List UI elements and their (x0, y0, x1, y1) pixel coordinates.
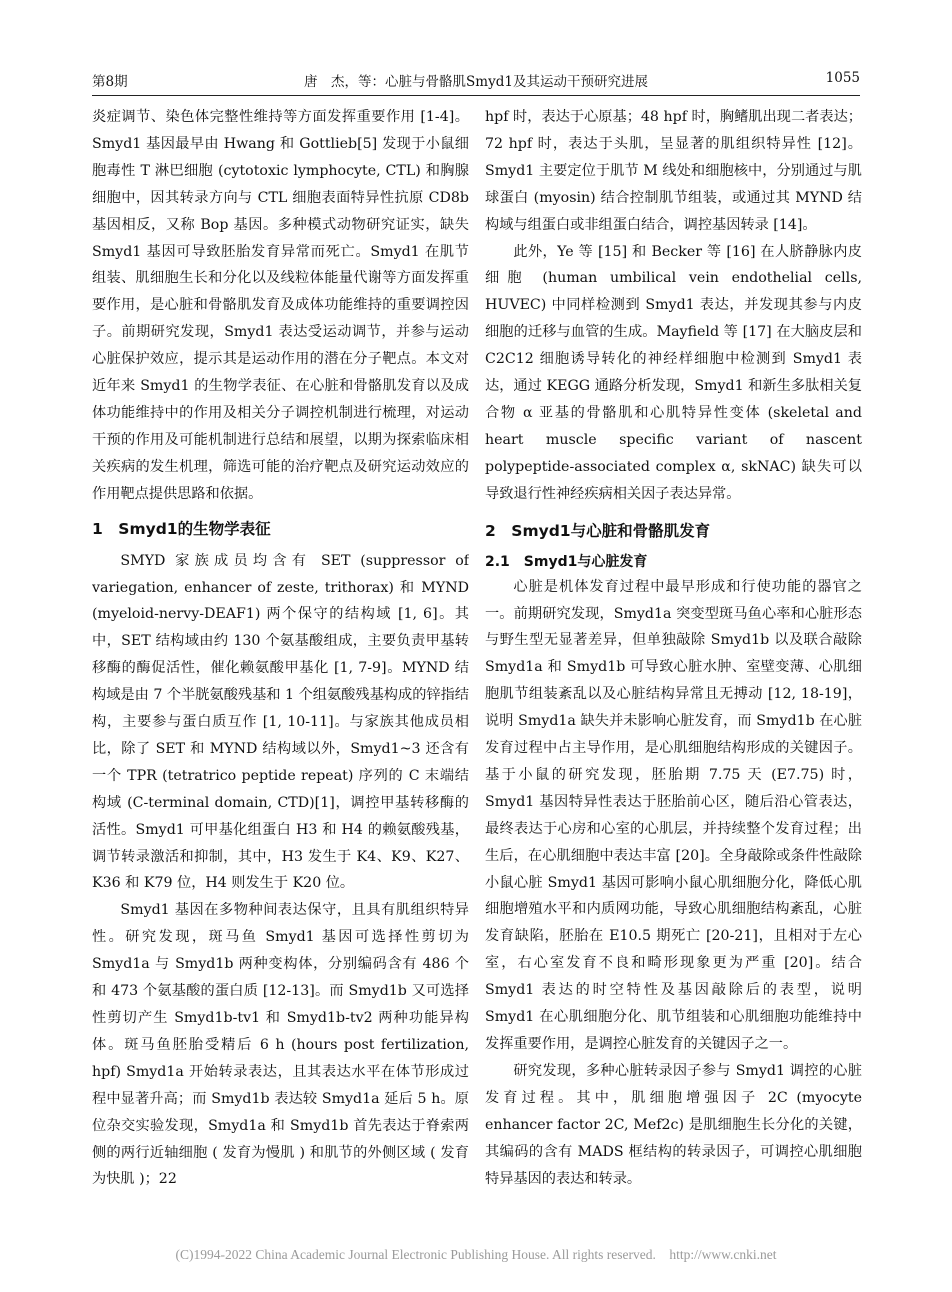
paragraph: 炎症调节、染色体完整性维持等方面发挥重要作用 [1-4]。Smyd1 基因最早由 Hwang 和 Gottlieb[5] 发现于小鼠细胞毒性 T 淋巴细胞 (cytotoxic lymphocyte, CTL) 和胸腺细胞中，因其转录方向与 CTL 细胞表面特异性抗原 CD8b 基因相反，又称 Bop 基因。多种模式动物研究证实，缺失 Smyd1 基因可导致胚胎发育异常而死亡。Smyd1 在肌节组装、肌细胞生长和分化以及线粒体能量代谢等方面发挥重要作用，是心脏和骨骼肌发育及成体功能维持的重要调控因子。前期研究发现，Smyd1 表达受运动调节，并参与运动心脏保护效应，提示其是运动作用的潜在分子靶点。本文对近年来 Smyd1 的生物学表征、在心脏和骨骼肌发育以及成体功能维持中的作用及相关分子调控机制进行梳理，对运动干预的作用及可能机制进行总结和展望，以期为探索临床相关疾病的发生机理，筛选可能的治疗靶点及研究运动效应的作用靶点提供思路和依据。 (92, 109, 469, 502)
left-column (92, 104, 469, 1219)
paragraph: 研究发现，多种心脏转录因子参与 Smyd1 调控的心脏发育过程。其中，肌细胞增强因子 2C (myocyte enhancer factor 2C, Mef2c) 是肌细胞生长分化的关键，其编码的含有 MADS 框结构的转录因子，可调控心肌细胞特异基因的表达和转录。 (485, 1062, 862, 1187)
copyright-footer: (C)1994-2022 China Academic Journal Electronic Publishing House. All rights reserved. http://www.cnki.net (175, 1247, 777, 1262)
paragraph: hpf 时，表达于心原基；48 hpf 时，胸鳍肌出现二者表达；72 hpf 时，表达于头肌，呈显著的肌组织特异性 [12]。Smyd1 主要定位于肌节 M 线处和细胞核中，分别通过与肌球蛋白 (myosin) 结合控制肌节组装，或通过其 MYND 结构域与组蛋白或非组蛋白结合，调控基因转录 [14]。 (485, 109, 862, 233)
running-header (92, 70, 860, 94)
page-number: 1055 (825, 70, 860, 86)
paragraph: 此外，Ye 等 [15] 和 Becker 等 [16] 在人脐静脉内皮细胞 (human umbilical vein endothelial cells, HUVEC) 中同样检测到 Smyd1 表达，并发现其参与内皮细胞的迁移与血管的生成。Mayfield 等 [17] 在大脑皮层和 C2C12 细胞诱导转化的神经样细胞中检测到 Smyd1 表达，通过 KEGG 通路分析发现，Smyd1 和新生多肽相关复合物 α 亚基的骨骼肌和心肌特异性变体 (skeletal and heart muscle specific variant of nascent polypeptide-associated complex α, skNAC) 缺失可以导致退行性神经疾病相关因子表达异常。 (485, 243, 862, 502)
section-heading-1: 1 Smyd1的生物学表征 (92, 519, 271, 538)
paragraph: SMYD 家族成员均含有 SET (suppressor of variegation, enhancer of zeste, trithorax) 和 MYND (myeloid-nervy-DEAF1) 两个保守的结构域 [1, 6]。其中，SET 结构域由约 130 个氨基酸组成，主要负责甲基转移酶的酶促活性，催化赖氨酸甲基化 [1, 7-9]。MYND 结构域是由 7 个半胱氨酸残基和 1 个组氨酸残基构成的锌指结构，主要参与蛋白质互作 [1, 10-11]。与家族其他成员相比，除了 SET 和 MYND 结构域以外，Smyd1~3 还含有一个 TPR (tetratrico peptide repeat) 序列的 C 末端结构域 (C-terminal domain, CTD)[1]，调控甲基转移酶的活性。Smyd1 可甲基化组蛋白 H3 和 H4 的赖氨酸残基，调节转录激活和抑制，其中，H3 发生于 K4、K9、K27、K36 和 K79 位，H4 则发生于 K20 位。 (92, 552, 469, 892)
paragraph: Smyd1 基因在多物种间表达保守，且具有肌组织特异性。研究发现，斑马鱼 Smyd1 基因可选择性剪切为 Smyd1a 与 Smyd1b 两种变构体，分别编码含有 486 个和 473 个氨基酸的蛋白质 [12-13]。而 Smyd1b 又可选择性剪切产生 Smyd1b-tv1 和 Smyd1b-tv2 两种功能异构体。斑马鱼胚胎受精后 6 h (hours post fertilization, hpf) Smyd1a 开始转录表达，且其表达水平在体节形成过程中显著升高；而 Smyd1b 表达较 Smyd1a 延后 5 h。原位杂交实验发现，Smyd1a 和 Smyd1b 首先表达于脊索两侧的两行近轴细胞 ( 发育为慢肌 ) 和肌节的外侧区域 ( 发育为快肌 )；22 (92, 902, 469, 1188)
paragraph: 心脏是机体发育过程中最早形成和行使功能的器官之一。前期研究发现，Smyd1a 突变型斑马鱼心率和心脏形态与野生型无显著差异，但单独敲除 Smyd1b 以及联合敲除 Smyd1a 和 Smyd1b 可导致心脏水肿、室壁变薄、心肌细胞肌节组装紊乱以及心脏结构异常且无搏动 [12, 18-19]，说明 Smyd1a 缺失并未影响心脏发育，而 Smyd1b 在心脏发育过程中占主导作用，是心肌细胞结构形成的关键因子。基于小鼠的研究发现，胚胎期 7.75 天 (E7.75) 时，Smyd1 基因特异性表达于胚胎前心区，随后沿心管表达，最终表达于心房和心室的心肌层，并持续整个发育过程；出生后，在心肌细胞中表达丰富 [20]。全身敲除或条件性敲除小鼠心脏 Smyd1 基因可影响小鼠心肌细胞分化，降低心肌细胞增殖水平和内质网功能，导致心肌细胞结构紊乱，心脏发育缺陷，胚胎在 E10.5 期死亡 [20-21]，且相对于左心室，右心室发育不良和畸形现象更为严重 [20]。结合 Smyd1 表达的时空特性及基因敲除后的表型，说明 Smyd1 在心肌细胞分化、肌节组装和心肌细胞功能维持中发挥重要作用，是调控心脏发育的关键因子之一。 (485, 578, 862, 1052)
journal-issue: 第8期 (92, 74, 128, 90)
header-rule (92, 95, 860, 96)
section-heading-2: 2 Smyd1与心脏和骨骼肌发育 (485, 521, 711, 540)
subsection-heading-2-1: 2.1 Smyd1与心脏发育 (485, 553, 648, 570)
right-column (485, 104, 862, 1219)
running-title: 唐 杰，等：心脏与骨骼肌Smyd1及其运动干预研究进展 (304, 74, 648, 90)
